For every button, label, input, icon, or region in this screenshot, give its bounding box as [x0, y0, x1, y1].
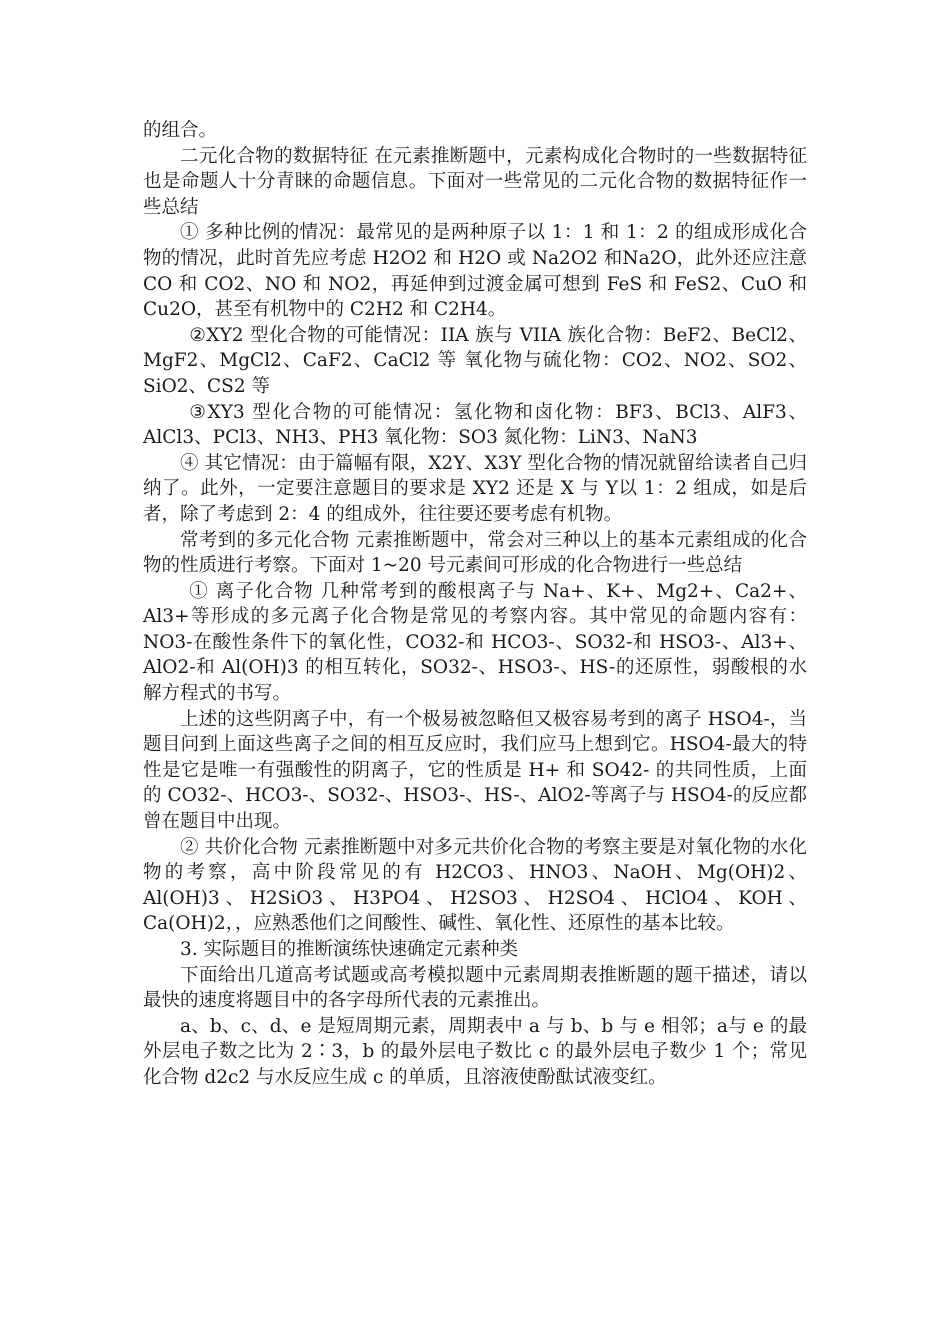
paragraph-8: ① 离子化合物 几种常考到的酸根离子与 Na+、K+、Mg2+、Ca2+、Al3+等形成的多元离子化合物是常见的考察内容。其中常见的命题内容有：NO3-在酸性条件下的氧化性，CO32-和 HCO3-、SO32-和 HSO3-、Al3+、AlO2-和 Al(OH)3 的相互转化，SO32-、HSO3-、HS-的还原性，弱酸根的水解方程式的书写。	[143, 580, 807, 705]
paragraph-13: a、b、c、d、e 是短周期元素，周期表中 a 与 b、b 与 e 相邻；a与 e 的最外层电子数之比为 2∶3，b 的最外层电子数比 c 的最外层电子数少 1 个；常见化合物 d2c2 与水反应生成 c 的单质，且溶液使酚酞试液变红。	[143, 1015, 807, 1088]
paragraph-9: 上述的这些阴离子中，有一个极易被忽略但又极容易考到的离子 HSO4-，当题目问到上面这些离子之间的相互反应时，我们应马上想到它。HSO4-最大的特性是它是唯一有强酸性的阴离子，它的性质是 H+ 和 SO42- 的共同性质，上面的 CO32-、HCO3-、SO32-、HSO3-、HS-、AlO2-等离子与 HSO4-的反应都曾在题目中出现。	[143, 708, 807, 833]
paragraph-10: ② 共价化合物 元素推断题中对多元共价化合物的考察主要是对氧化物的水化物的考察，高中阶段常见的有 H2CO3、HNO3、NaOH、Mg(OH)2、Al(OH)3、H2SiO3、H3PO4、H2SO3、H2SO4、HClO4、KOH、Ca(OH)2，，应熟悉他们之间酸性、碱性、氧化性、还原性的基本比较。	[143, 836, 807, 935]
paragraph-11: 3. 实际题目的推断演练快速确定元素种类	[180, 939, 519, 960]
paragraph-2: 二元化合物的数据特征 在元素推断题中，元素构成化合物时的一些数据特征也是命题人十分青睐的命题信息。下面对一些常见的二元化合物的数据特征作一些总结	[143, 145, 807, 218]
paragraph-3: ① 多种比例的情况：最常见的是两种原子以 1：1 和 1：2 的组成形成化合物的情况，此时首先应考虑 H2O2 和 H2O 或 Na2O2 和Na2O，此外还应注意 CO 和 CO2、NO 和 NO2，再延伸到过渡金属可想到 FeS 和 FeS2、CuO 和 Cu2O，甚至有机物中的 C2H2 和 C2H4。	[143, 222, 807, 321]
paragraph-12: 下面给出几道高考试题或高考模拟题中元素周期表推断题的题干描述，请以最快的速度将题目中的各字母所代表的元素推出。	[143, 964, 807, 1012]
paragraph-1: 的组合。	[143, 120, 218, 141]
paragraph-4: ②XY2 型化合物的可能情况：IIA 族与 VIIA 族化合物：BeF2、BeCl2、MgF2、MgCl2、CaF2、CaCl2 等 氧化物与硫化物：CO2、NO2、SO2、SiO2、CS2 等	[143, 324, 808, 397]
document-body	[143, 118, 807, 1091]
paragraph-5: ③XY3 型化合物的可能情况：氢化物和卤化物：BF3、BCl3、AlF3、AlCl3、PCl3、NH3、PH3 氧化物：SO3 氮化物：LiN3、NaN3	[143, 401, 807, 449]
paragraph-6: ④ 其它情况：由于篇幅有限，X2Y、X3Y 型化合物的情况就留给读者自己归纳了。此外，一定要注意题目的要求是 XY2 还是 X 与 Y以 1：2 组成，如是后者，除了考虑到 2：4 的组成外，往往要还要考虑有机物。	[143, 452, 807, 525]
paragraph-7: 常考到的多元化合物 元素推断题中，常会对三种以上的基本元素组成的化合物的性质进行考察。下面对 1~20 号元素间可形成的化合物进行一些总结	[143, 529, 807, 577]
